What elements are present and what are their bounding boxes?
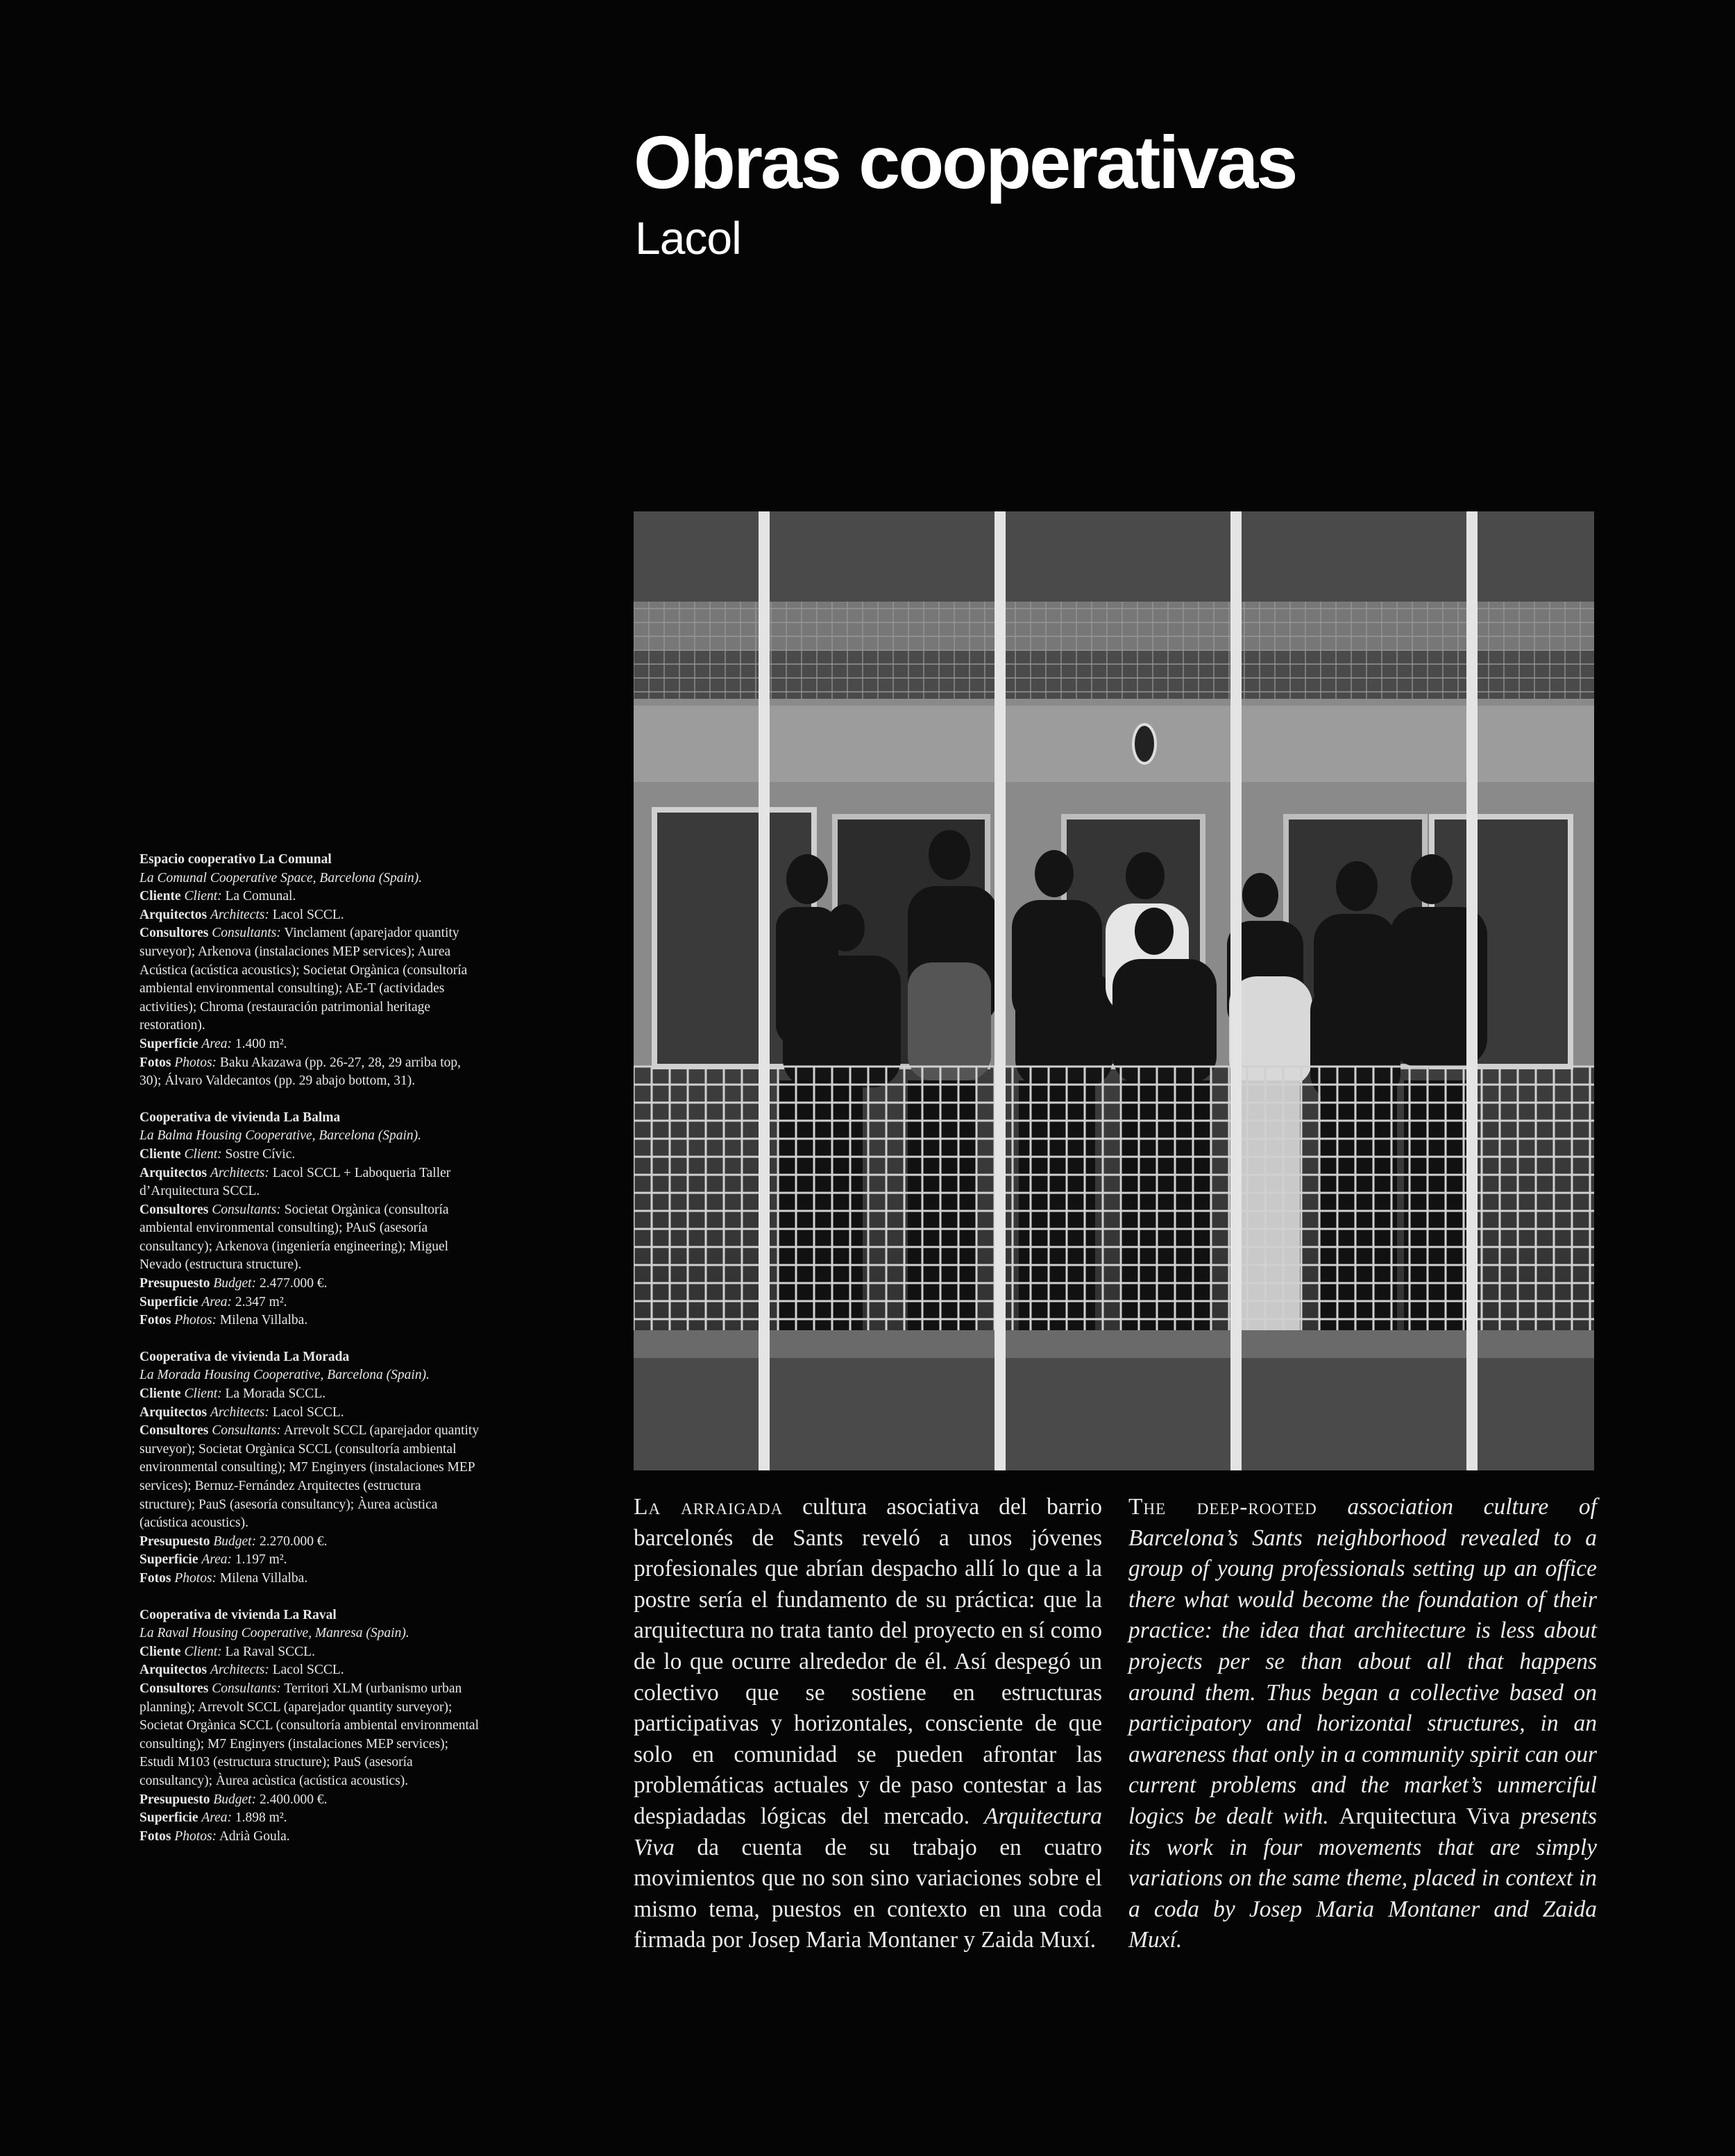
credit-key-english: Budget: [213,1792,257,1807]
credit-value: 2.270.000 €. [256,1534,328,1549]
credit-row [139,1385,480,1404]
credit-key-english: Budget: [213,1534,257,1549]
credit-row [139,1791,480,1810]
credit-row [139,1164,480,1201]
credit-block [139,1606,480,1847]
credit-row [139,1275,480,1293]
credit-key-english: Consultants: [212,1423,281,1438]
credit-key-english: Photos: [174,1570,217,1586]
credit-row [139,1643,480,1662]
credit-key: Fotos [139,1570,171,1586]
credit-value: 2.400.000 €. [256,1792,328,1807]
credit-key-english: Architects: [210,1404,269,1420]
credit-key: Cliente [139,889,181,904]
credit-key-english: Consultants: [212,926,281,941]
credit-value: Sostre Cívic. [221,1146,296,1162]
credit-row [139,1828,480,1847]
credit-key-english: Architects: [210,1663,269,1678]
credit-key: Arquitectos [139,1165,208,1180]
credit-key: Presupuesto [139,1792,210,1807]
credit-value: Lacol SCCL. [269,907,344,922]
credit-key: Superficie [139,1552,198,1568]
credit-value: Lacol SCCL. [269,1404,344,1420]
magazine-name: Arquitectura Viva [634,1803,1102,1860]
credit-key-english: Architects: [210,1165,269,1180]
lead-in: La arraigada [634,1494,784,1520]
intro-text-spanish [634,1492,1102,1956]
body-part-1: cultura asociativa del barrio barcelonés de Sants reveló a unos jóvenes profesionales que abrían despacho allí lo que a la postre sería el fundamento de su práctica: que la arquitectura no trata tanto del proyecto en sí como de lo que ocurre alrededor de él. Así despegó un colectivo que se sostiene en estructuras participativas y horizontales, consciente de que solo en comunidad se pueden afrontar las problemáticas actuales y de paso contestar a las despiadadas lógicas del mercado. [634,1494,1103,1829]
page-subtitle: Lacol [635,212,741,264]
credit-value: 1.400 m². [232,1036,287,1051]
credit-value: La Morada SCCL. [221,1386,326,1402]
credit-value: Vinclament (aparejador quantity surveyor); Arkenova (instalaciones MEP services); Aurea Acústica (acústica acoustics); Societat Orgànica (consultoría ambiental environmental consulting); AE-T (actividades activities); Chroma (restauración patrimonial heritage restoration). [139,926,468,1033]
credit-value: Milena Villalba. [217,1570,308,1586]
page-title: Obras cooperativas [634,120,1296,204]
credit-key: Arquitectos [139,1404,208,1420]
credit-key-english: Budget: [213,1276,257,1291]
credit-row [139,1551,480,1570]
credit-value: 1.898 m². [232,1810,287,1826]
credit-row [139,1054,480,1091]
lead-in: The deep-rooted [1128,1494,1317,1520]
credit-key: Superficie [139,1810,198,1826]
project-name: Espacio cooperativo La Comunal [139,852,332,867]
credit-key-english: Consultants: [212,1681,281,1696]
credit-row [139,1422,480,1533]
credit-row [139,1809,480,1828]
credit-value: Adrià Goula. [217,1828,290,1844]
credit-value: Arrevolt SCCL (aparejador quantity surveyor); Societat Orgànica SCCL (consultoría ambiental environmental consulting); M7 Enginyers (instalaciones MEP services); Bernuz-Fernández Arquitectes (estructura structure); PauS (asesoría consultancy); Àurea acùstica (acústica acoustics). [139,1423,480,1531]
credit-key-english: Client: [184,1644,222,1659]
credit-key: Cliente [139,1644,181,1659]
project-credits [139,851,480,1864]
credit-key: Presupuesto [139,1534,210,1549]
body-part-1: association culture of Barcelona’s Sants neighborhood revealed to a group of young professionals setting up an office there what would become the foundation of their practice: the idea that architecture is less about projects per se than about all that happens around them. Thus began a collective based on participatory and horizontal structures, in an awareness that only in a community spirit can our current problems and the market’s unmerciful logics be dealt with. [1128,1494,1597,1829]
credit-key: Arquitectos [139,1663,208,1678]
photo-illustration [634,511,1594,1470]
credit-row [139,1570,480,1588]
credit-key: Consultores [139,1423,209,1438]
credit-key: Presupuesto [139,1276,210,1291]
project-name: Cooperativa de vivienda La Raval [139,1607,337,1622]
credit-row [139,1293,480,1312]
credit-block [139,851,480,1091]
project-name: Cooperativa de vivienda La Balma [139,1110,341,1125]
credit-key-english: Photos: [174,1055,217,1070]
credit-block [139,1348,480,1588]
credit-row [139,1680,480,1791]
credit-row [139,1201,480,1275]
body-part-2: presents its work in four movements that are simply variations on the same theme, placed in context in a coda by Josep Maria Montaner and Zaida Muxí. [1128,1803,1597,1953]
credit-value: Territori XLM (urbanismo urban planning); Arrevolt SCCL (aparejador quantity surveyor); Societat Orgànica SCCL (consultoría ambiental environmental consulting); M7 Enginyers (instalaciones MEP services); Estudi M103 (estructura structure); PauS (asesoría consultancy); Àurea acùstica (acústica acoustics). [139,1681,479,1788]
credit-key-english: Area: [201,1036,232,1051]
credit-key: Consultores [139,926,209,941]
credit-key: Superficie [139,1036,198,1051]
credit-value: La Raval SCCL. [221,1644,315,1659]
credit-value: Societat Orgànica (consultoría ambiental environmental consulting); PAuS (asesoría consultancy); Arkenova (ingeniería engineering); Miguel Nevado (estructura structure). [139,1202,449,1273]
credit-value: 2.477.000 €. [256,1276,328,1291]
project-subtitle: La Comunal Cooperative Space, Barcelona (Spain). [139,870,423,885]
credit-key-english: Client: [184,1386,222,1402]
credit-key-english: Photos: [174,1313,217,1328]
credit-block [139,1109,480,1330]
credit-value: 1.197 m². [232,1552,287,1568]
credit-key: Superficie [139,1294,198,1309]
project-subtitle: La Raval Housing Cooperative, Manresa (Spain). [139,1626,409,1641]
credit-row [139,1035,480,1054]
credit-key-english: Area: [201,1810,232,1826]
credit-value: 2.347 m². [232,1294,287,1309]
magazine-name: Arquitectura Viva [1339,1803,1510,1829]
project-subtitle: La Balma Housing Cooperative, Barcelona (Spain). [139,1128,422,1144]
credit-row [139,906,480,925]
credit-row [139,1146,480,1164]
credit-key: Fotos [139,1313,171,1328]
credit-key-english: Client: [184,1146,222,1162]
credit-key-english: Client: [184,889,222,904]
credit-key: Consultores [139,1202,209,1217]
credit-key: Cliente [139,1146,181,1162]
project-subtitle: La Morada Housing Cooperative, Barcelona (Spain). [139,1368,430,1383]
group-portrait-photo [634,511,1594,1470]
intro-text-english [1128,1492,1597,1956]
credit-value: Lacol SCCL + Laboqueria Taller d’Arquitectura SCCL. [139,1165,451,1199]
project-name: Cooperativa de vivienda La Morada [139,1349,350,1364]
credit-key-english: Area: [201,1294,232,1309]
credit-row [139,1661,480,1680]
credit-value: La Comunal. [221,889,296,904]
credit-value: Milena Villalba. [217,1313,308,1328]
credit-row [139,924,480,1035]
credit-key: Fotos [139,1828,171,1844]
credit-key-english: Architects: [210,907,269,922]
credit-key: Fotos [139,1055,171,1070]
credit-key: Arquitectos [139,907,208,922]
credit-value: Lacol SCCL. [269,1663,344,1678]
credit-key-english: Photos: [174,1828,217,1844]
credit-key-english: Area: [201,1552,232,1568]
credit-row [139,1404,480,1423]
credit-key: Consultores [139,1681,209,1696]
credit-row [139,1312,480,1330]
credit-key-english: Consultants: [212,1202,281,1217]
body-part-2: da cuenta de su trabajo en cuatro movimientos que no son sino variaciones sobre el mismo tema, puestos en contexto en una coda firmada por Josep Maria Montaner y Zaida Muxí. [634,1834,1102,1953]
credit-row [139,888,480,906]
credit-value: Baku Akazawa (pp. 26-27, 28, 29 arriba top, 30); Álvaro Valdecantos (pp. 29 abajo bottom, 31). [139,1055,462,1089]
credit-key: Cliente [139,1386,181,1402]
credit-row [139,1533,480,1552]
